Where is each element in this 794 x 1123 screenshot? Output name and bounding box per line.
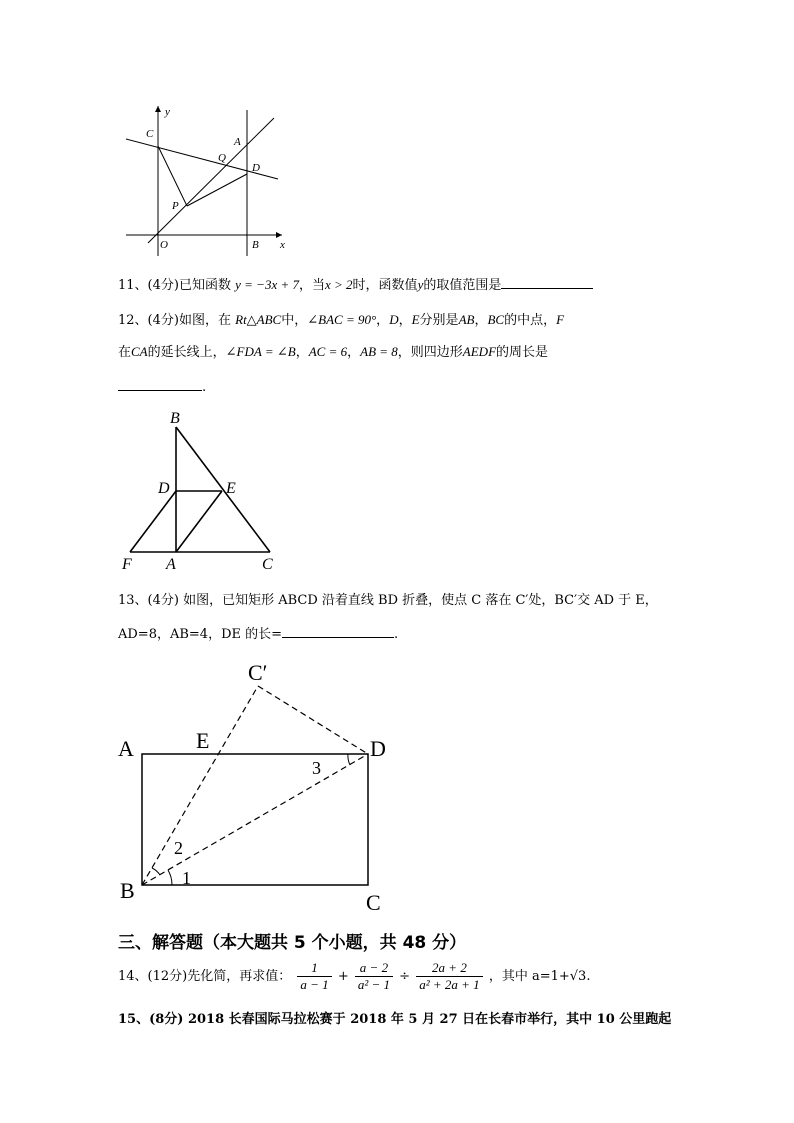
label-Q: Q [218, 152, 226, 164]
label-D: D [370, 736, 386, 761]
label-A: A [118, 736, 134, 761]
line-OA [148, 118, 274, 243]
angle-label-2: 2 [174, 838, 183, 858]
answer-blank-12[interactable] [118, 376, 202, 391]
section-title: 三、解答题（本大题共 5 个小题，共 48 分） [118, 933, 467, 953]
label-P: P [172, 200, 179, 212]
label-A: A [166, 556, 176, 573]
fraction-3: $\frac{2a + 2}{\text{a² + 2a + 1}}$ [416, 960, 482, 993]
question-11: 11、(4分)已知函数 y = −3x + 7，当x > 2时，函数值y的取值范围是 [118, 274, 593, 296]
segment-CprimeD [258, 686, 368, 754]
label-C: C [366, 890, 381, 912]
label-B: B [170, 410, 180, 427]
question-12-line-3: . [118, 376, 206, 398]
question-14: 14、(12分)先化简，再求值： $\frac{1}{a - 1}$ + $\frac{a - 2}{\text{a² − 1}}$ ÷ $\frac{2a + 2}{\text{a² + 2a + 1}}$ ，其中 a=1+√3. [118, 960, 591, 992]
angle-arc-1 [168, 870, 172, 885]
segment-DF [130, 491, 176, 552]
question-12-line-1: 12、(4分)如图，在 Rt△ABC中，∠BAC = 90°，D，E分别是AB，BC的中点，F [118, 312, 565, 328]
label-E: E [226, 480, 236, 497]
angle-arc-2 [152, 868, 160, 875]
label-y: y [165, 106, 170, 118]
figure-coordinate-plane [118, 100, 288, 260]
question-13-line-1: 13、(4分) 如图，已知矩形 ABCD 沿着直线 BD 折叠，使点 C 落在 C′处，BC′交 AD 于 E， [118, 593, 658, 608]
label-x: x [280, 239, 285, 251]
label-B: B [252, 239, 259, 251]
label-B: B [120, 878, 135, 903]
diagonal-BD [142, 754, 368, 885]
segment-CP [158, 146, 187, 206]
label-F: F [122, 556, 132, 573]
figure-triangle-aedf [118, 405, 288, 575]
angle-label-3: 3 [312, 758, 321, 778]
fraction-2: $\frac{a - 2}{\text{a² − 1}}$ [355, 960, 393, 993]
answer-blank-13[interactable] [282, 623, 394, 638]
fraction-1: $\frac{1}{a - 1}$ [297, 960, 331, 993]
label-C: C [262, 556, 273, 573]
segment-PD [187, 174, 247, 206]
question-15: 15、(8分) 2018 长春国际马拉松赛于 2018 年 5 月 27 日在长春市举行，其中 10 公里跑起 [118, 1012, 672, 1027]
label-E: E [196, 728, 210, 753]
label-A: A [234, 136, 241, 148]
figure-folded-rectangle [112, 650, 402, 912]
question-12-line-2: 在CA的延长线上，∠FDA = ∠B，AC = 6，AB = 8，则四边形AEDF的周长是 [118, 344, 549, 360]
answer-blank-11[interactable] [501, 274, 593, 289]
label-C: C [146, 128, 154, 140]
label-O: O [160, 239, 168, 251]
label-D: D [158, 480, 170, 497]
angle-label-1: 1 [182, 868, 191, 888]
label-D: D [252, 162, 260, 174]
segment-BCprime [142, 686, 258, 885]
angle-arc-3 [348, 754, 350, 765]
label-Cprime: C′ [248, 660, 268, 685]
question-13-line-2: AD=8，AB=4，DE 的长= . [118, 623, 398, 645]
segment-AE [176, 491, 222, 552]
